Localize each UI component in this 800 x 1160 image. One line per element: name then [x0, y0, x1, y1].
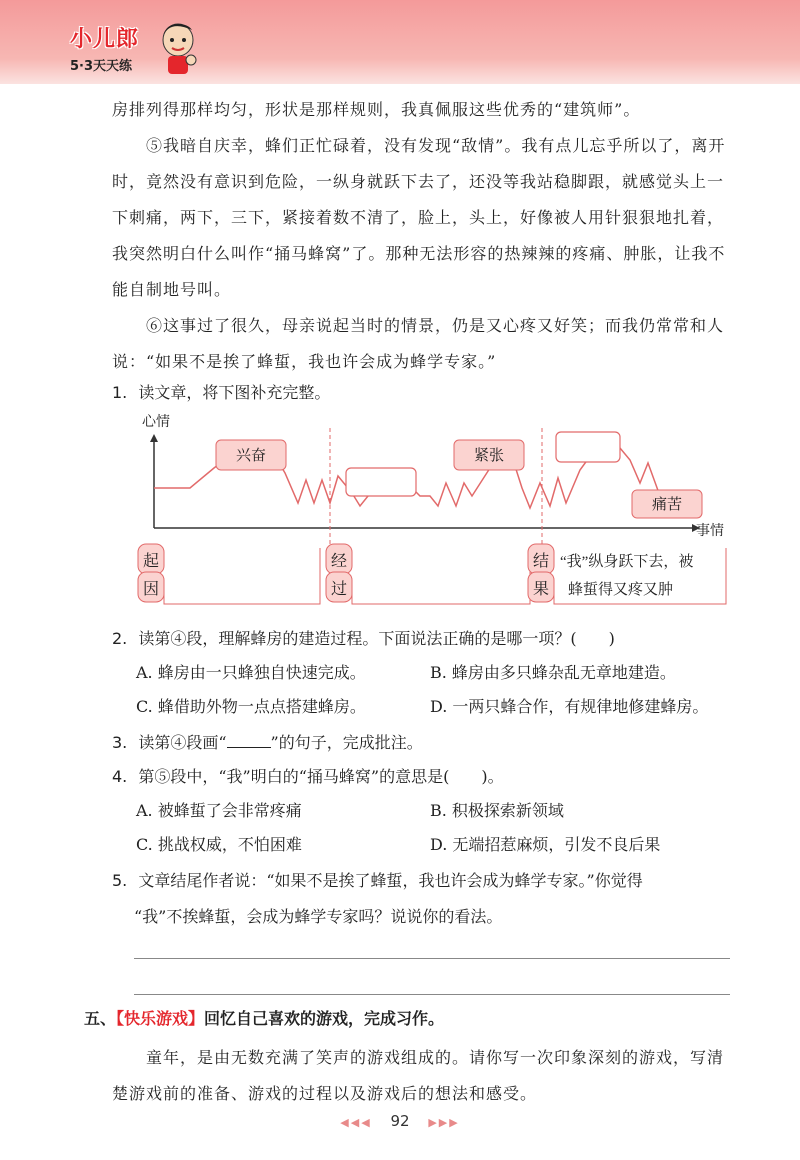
section-5-instructions: 童年，是由无数充满了笑声的游戏组成的。请你写一次印象深刻的游戏，写清楚游戏前的准备、游戏的过程以及游戏后的想法和感受。 [112, 1048, 725, 1103]
question-4 [112, 764, 752, 787]
brand-subtitle: 5·3天天练 [70, 59, 133, 74]
mood-box-blank-1[interactable] [346, 468, 416, 496]
question-2 [112, 626, 752, 649]
question-text-before: 读第④段画“ [138, 733, 227, 752]
question-number: 2. [112, 629, 128, 648]
passage-paragraph-5: ⑤我暗自庆幸，蜂们正忙碌着，没有发现“敌情”。我有点儿忘乎所以了，离开时，竟然没有意识到危险，一纵身就跃下去了，还没等我站稳脚跟，就感觉头上一下刺痛，两下，三下，紧接着数不清了，脸上，头上，好像被人用针狠狠地扎着，我突然明白什么叫作“捅马蜂窝”了。那种无法形容的热辣辣的疼痛、肿胀，让我不能自制地号叫。 [112, 136, 726, 299]
q2-option-a[interactable]: A. 蜂房由一只蜂独自快速完成。 [136, 663, 366, 682]
answer-line-2[interactable] [134, 994, 730, 995]
q2-option-d[interactable]: D. 一两只蜂合作，有规律地修建蜂房。 [430, 697, 709, 716]
stage-label-result-1: 结 [532, 553, 550, 570]
section-5-heading [84, 1006, 444, 1029]
stage-label-cause-1: 起 [142, 553, 160, 570]
y-axis-arrow [150, 434, 158, 442]
right-arrows-icon: ▶▶▶ [428, 1116, 460, 1129]
q4-option-c[interactable]: C. 挑战权威，不怕困难 [136, 835, 302, 854]
q2-option-c[interactable]: C. 蜂借助外物一点点搭建蜂房。 [136, 697, 366, 716]
question-number: 4. [112, 767, 128, 786]
page-number-text: 92 [390, 1112, 410, 1130]
result-text-1: “我”纵身跃下去，被 [560, 554, 694, 570]
stage-cause-bracket [164, 548, 320, 604]
question-text: 读第④段，理解蜂房的建造过程。下面说法正确的是哪一项？( ) [138, 629, 615, 648]
mood-box-excited-text: 兴奋 [235, 448, 267, 464]
passage-line-top: 房排列得那样均匀，形状是那样规则，我真佩服这些优秀的“建筑师”。 [112, 100, 641, 119]
section-tag: 【快乐游戏】 [116, 1009, 205, 1028]
mood-box-blank-2[interactable] [556, 432, 620, 462]
x-axis-label: 事情 [696, 524, 724, 539]
mood-diagram [120, 408, 740, 614]
stage-label-cause-2: 因 [142, 581, 160, 598]
question-1 [112, 380, 752, 403]
question-5-line-2: “我”不挨蜂蜇，会成为蜂学专家吗？说说你的看法。 [134, 907, 503, 926]
q4-option-a[interactable]: A. 被蜂蜇了会非常疼痛 [136, 801, 302, 820]
left-arrows-icon: ◀◀◀ [340, 1116, 372, 1129]
question-text-line-1: 文章结尾作者说：“如果不是挨了蜂蜇，我也许会成为蜂学专家。”你觉得 [138, 871, 643, 890]
page-number [0, 1112, 800, 1130]
mood-box-nervous-text: 紧张 [473, 448, 505, 464]
stage-process-bracket [352, 548, 530, 604]
question-text: 读文章，将下图补充完整。 [138, 383, 331, 402]
question-5 [112, 868, 752, 891]
result-text-2: 蜂蜇得又疼又肿 [568, 582, 674, 598]
passage-paragraph-6: ⑥这事过了很久，母亲说起当时的情景，仍是又心疼又好笑；而我仍常常和人说：“如果不是挨了蜂蜇，我也许会成为蜂学专家。” [112, 316, 725, 371]
question-number: 3. [112, 733, 128, 752]
question-text: 第⑤段中，“我”明白的“捅马蜂窝”的意思是( )。 [138, 767, 504, 786]
answer-line-1[interactable] [134, 958, 730, 959]
section-prefix: 五、 [84, 1009, 117, 1028]
passage [112, 92, 732, 380]
underline-mark [227, 733, 271, 748]
section-title: 回忆自己喜欢的游戏，完成习作。 [204, 1009, 445, 1028]
stage-label-result-2: 果 [532, 581, 550, 598]
brand-name: 小儿郎 [70, 27, 140, 52]
brand-logo [70, 22, 139, 74]
stage-label-process-1: 经 [330, 553, 348, 570]
question-3 [112, 730, 752, 753]
mood-box-pain-text: 痛苦 [651, 497, 683, 513]
stage-label-process-2: 过 [330, 581, 348, 598]
y-axis-label: 心情 [142, 415, 170, 430]
question-number: 5. [112, 871, 128, 890]
section-5-body [112, 1040, 736, 1112]
question-text-after: ”的句子，完成批注。 [270, 733, 423, 752]
q2-option-b[interactable]: B. 蜂房由多只蜂杂乱无章地建造。 [430, 663, 676, 682]
question-number: 1. [112, 383, 128, 402]
q4-option-d[interactable]: D. 无端招惹麻烦，引发不良后果 [430, 835, 661, 854]
q4-option-b[interactable]: B. 积极探索新领域 [430, 801, 564, 820]
mascot-icon [158, 20, 198, 82]
